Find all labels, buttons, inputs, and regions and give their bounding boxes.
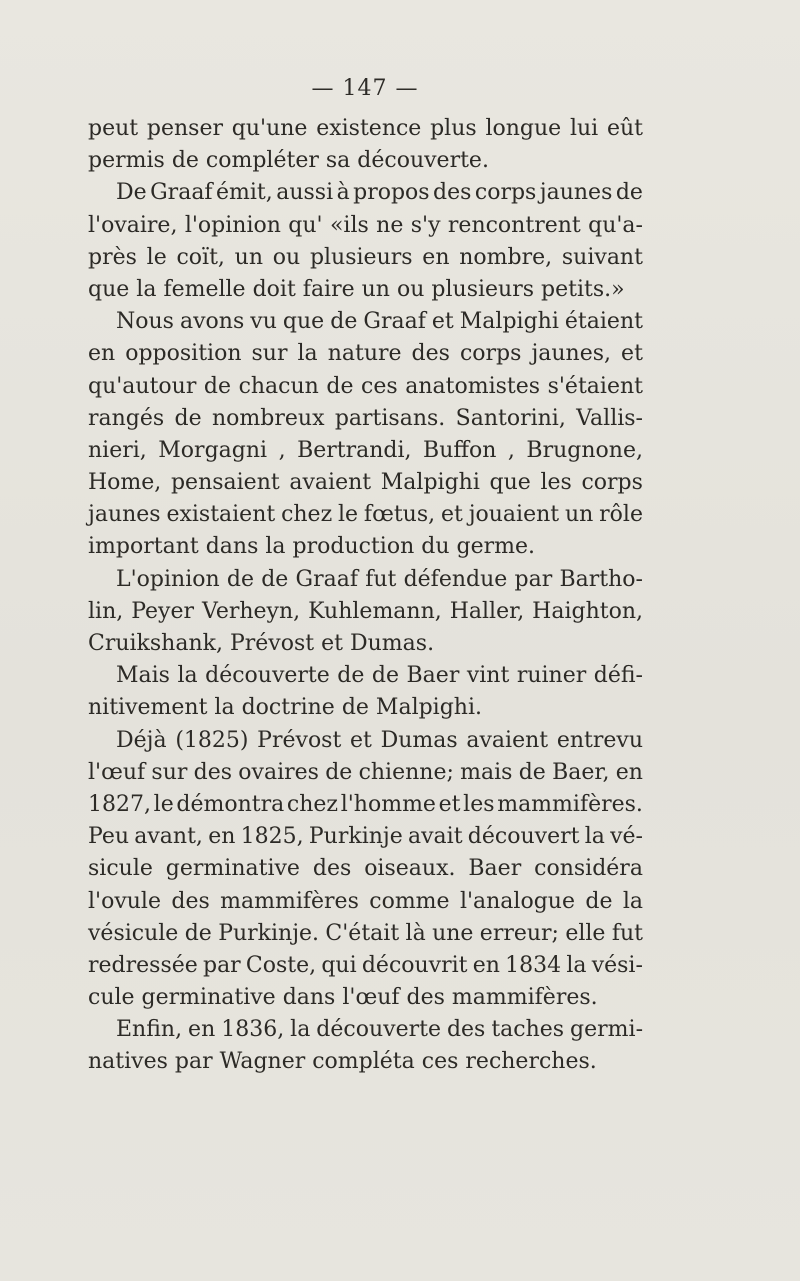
- word: Cruikshank,: [88, 631, 223, 656]
- word: Enfin,: [116, 1017, 183, 1043]
- word: femelle: [163, 276, 246, 302]
- word: aussi: [276, 180, 334, 206]
- text-line: [88, 1046, 643, 1078]
- word: plusieurs: [431, 276, 535, 302]
- word: de: [226, 566, 254, 592]
- word: lui: [569, 116, 599, 141]
- word: Prévost: [257, 727, 342, 753]
- word: opposition: [125, 341, 242, 367]
- word: 1834: [505, 952, 562, 978]
- word: important: [88, 534, 199, 560]
- word: fut: [611, 920, 643, 946]
- word: là: [405, 920, 426, 946]
- word: et: [350, 727, 372, 753]
- word: ces: [361, 373, 398, 399]
- word: Kuhlemann,: [308, 598, 442, 624]
- word: démontra: [176, 791, 285, 817]
- word: émit,: [216, 180, 273, 206]
- word: la: [290, 1017, 311, 1043]
- text-line: [88, 725, 643, 757]
- text-line: [88, 242, 643, 274]
- word: germinative: [165, 856, 300, 882]
- word: découvert: [467, 824, 580, 850]
- word: et: [621, 341, 643, 367]
- page-number: — 147 —: [311, 76, 419, 101]
- word: ne: [376, 212, 404, 238]
- word: les: [540, 470, 572, 496]
- word: ou: [272, 244, 301, 270]
- word: de: [615, 180, 643, 206]
- word: Haller,: [449, 598, 525, 624]
- word: et: [321, 631, 343, 656]
- text-line: [88, 596, 643, 628]
- word: comme: [369, 888, 450, 914]
- text-line: [88, 757, 643, 789]
- word: Purkinje.: [218, 920, 320, 946]
- word: existence: [316, 116, 422, 141]
- word: 1827,: [88, 791, 151, 817]
- word: que: [88, 276, 130, 302]
- word: nieri,: [88, 437, 147, 463]
- word: Nous: [116, 309, 174, 335]
- word: vési-: [591, 952, 643, 978]
- word: vésicule: [88, 920, 179, 946]
- text-line: [88, 177, 643, 209]
- word: jaunes: [88, 502, 161, 528]
- word: Baer: [468, 856, 522, 882]
- word: L'opinion: [116, 566, 220, 592]
- word: Home,: [88, 470, 162, 496]
- word: chez: [281, 502, 333, 528]
- word: un: [361, 276, 390, 302]
- word: Bartho-: [559, 566, 643, 592]
- word: mammifères: [220, 888, 359, 914]
- word: chacun: [238, 373, 319, 399]
- word: qu'une: [231, 116, 308, 141]
- word: plusieurs: [309, 244, 413, 270]
- word: doctrine: [241, 695, 335, 721]
- word: erreur;: [479, 920, 559, 946]
- word: eût: [606, 116, 643, 141]
- word: des: [433, 180, 472, 206]
- word: du: [421, 534, 450, 560]
- word: découvrit: [361, 952, 468, 978]
- word: pensaient: [170, 470, 280, 496]
- word: cule: [88, 985, 135, 1011]
- text-line: [88, 435, 643, 467]
- word: dans: [282, 985, 336, 1011]
- word: partisans.: [334, 405, 446, 431]
- word: considéra: [534, 856, 643, 882]
- word: la: [136, 276, 157, 302]
- text-line: [88, 886, 643, 918]
- word: la: [214, 695, 235, 721]
- word: propos: [353, 180, 430, 206]
- word: et: [440, 502, 463, 528]
- word: Wagner: [219, 1049, 306, 1075]
- word: «ils: [329, 212, 369, 238]
- word: avaient: [289, 470, 372, 496]
- word: redressée: [88, 952, 198, 978]
- word: de: [325, 759, 353, 785]
- word: recherches.: [465, 1049, 597, 1075]
- word: de: [174, 405, 202, 431]
- word: Bertrandi,: [297, 437, 412, 463]
- word: une: [432, 920, 474, 946]
- text-line: [88, 628, 643, 660]
- word: par: [202, 952, 241, 978]
- word: lin,: [88, 598, 124, 624]
- word: corps: [459, 341, 522, 367]
- word: de: [518, 759, 546, 785]
- word: rôle: [599, 502, 643, 528]
- word: des: [406, 985, 445, 1011]
- word: de: [184, 920, 212, 946]
- word: avait: [408, 824, 463, 850]
- word: près: [88, 244, 137, 270]
- word: nitivement: [88, 695, 208, 721]
- word: sur: [151, 759, 188, 785]
- word: sur: [251, 341, 288, 367]
- word: faire: [302, 276, 355, 302]
- word: nombre,: [459, 244, 553, 270]
- word: Prévost: [229, 631, 315, 656]
- word: compléta: [312, 1049, 415, 1075]
- word: Déjà: [116, 727, 167, 753]
- word: un: [234, 244, 264, 270]
- word: germe.: [456, 534, 536, 560]
- word: la: [622, 888, 643, 914]
- word: entrevu: [556, 727, 643, 753]
- word: nature: [327, 341, 402, 367]
- word: étaient: [564, 309, 643, 335]
- word: l'ovule: [88, 888, 161, 914]
- word: ces: [421, 1049, 459, 1075]
- word: ruiner: [516, 663, 587, 689]
- word: qu': [288, 212, 323, 238]
- word: en: [188, 1017, 216, 1043]
- word: petits.»: [541, 276, 625, 302]
- text-line: [88, 821, 643, 853]
- word: découverte: [205, 663, 330, 689]
- word: par: [514, 566, 553, 592]
- text-line: [88, 403, 643, 435]
- word: rangés: [88, 405, 165, 431]
- word: les: [463, 791, 495, 817]
- word: par: [174, 1049, 213, 1075]
- word: Dumas: [380, 727, 458, 753]
- text-line: [88, 950, 643, 982]
- word: mammifères.: [497, 791, 643, 817]
- word: défendue: [403, 566, 508, 592]
- word: anatomistes: [405, 373, 541, 399]
- word: mais: [460, 759, 513, 785]
- word: la: [584, 824, 605, 850]
- word: un: [564, 502, 594, 528]
- word: C'était: [325, 920, 400, 946]
- word: permis: [88, 148, 165, 174]
- word: de: [203, 373, 232, 399]
- word: vu: [250, 309, 277, 335]
- word: Santorini,: [455, 405, 566, 431]
- text-line: [88, 982, 643, 1014]
- text-line: [88, 371, 643, 403]
- word: découverte: [316, 1017, 441, 1043]
- word: de: [371, 663, 400, 689]
- word: jaunes,: [531, 341, 612, 367]
- word: sicule: [88, 856, 153, 882]
- word: avons: [180, 309, 245, 335]
- word: que: [489, 470, 531, 496]
- word: 1836,: [221, 1017, 285, 1043]
- word: vé-: [610, 824, 643, 850]
- word: l'ovaire,: [88, 212, 178, 238]
- word: de: [326, 373, 354, 399]
- text-line: [88, 660, 643, 692]
- text-line: [88, 692, 643, 724]
- word: germi-: [570, 1017, 643, 1043]
- word: l'œuf: [88, 759, 146, 785]
- word: qu'a-: [588, 212, 643, 238]
- word: Malpighi.: [375, 695, 483, 721]
- word: s'y: [410, 212, 441, 238]
- text-line: [88, 499, 643, 531]
- word: mammifères.: [451, 985, 598, 1011]
- word: des: [171, 888, 210, 914]
- word: oiseaux.: [364, 856, 456, 882]
- word: dans: [205, 534, 259, 560]
- word: en: [615, 759, 643, 785]
- word: Dumas.: [350, 631, 435, 656]
- word: en: [422, 244, 450, 270]
- word: compléter: [205, 148, 319, 174]
- word: peut: [88, 116, 139, 141]
- word: l'homme: [340, 791, 436, 817]
- word: Baer: [406, 663, 460, 689]
- word: Morgagni: [158, 437, 268, 463]
- word: Haighton,: [532, 598, 643, 624]
- word: le: [338, 502, 359, 528]
- word: 1825,: [240, 824, 304, 850]
- text-line: [88, 853, 643, 885]
- word: des: [312, 856, 352, 882]
- word: natives: [88, 1049, 168, 1075]
- word: de: [585, 888, 613, 914]
- word: en: [88, 341, 116, 367]
- word: coït,: [176, 244, 225, 270]
- text-line: [88, 789, 643, 821]
- word: existaient: [166, 502, 276, 528]
- word: la: [177, 663, 198, 689]
- word: l'opinion: [184, 212, 281, 238]
- word: découverte.: [357, 148, 489, 174]
- word: ,: [507, 437, 515, 463]
- word: à: [336, 180, 350, 206]
- word: s'étaient: [547, 373, 643, 399]
- word: sa: [325, 148, 351, 174]
- text-line: [88, 210, 643, 242]
- word: avant,: [134, 824, 203, 850]
- word: des: [446, 1017, 486, 1043]
- word: suivant: [561, 244, 643, 270]
- word: que: [282, 309, 325, 335]
- word: le: [153, 791, 174, 817]
- word: jouaient: [468, 502, 560, 528]
- word: et: [438, 791, 461, 817]
- word: de: [341, 695, 369, 721]
- word: ou: [396, 276, 425, 302]
- text-line: [88, 467, 643, 499]
- word: elle: [565, 920, 606, 946]
- word: Vallis-: [576, 405, 643, 431]
- word: de: [330, 309, 358, 335]
- word: avaient: [466, 727, 549, 753]
- word: corps: [581, 470, 643, 496]
- word: longue: [485, 116, 562, 141]
- word: Coste,: [245, 952, 317, 978]
- word: Graaf: [295, 566, 358, 592]
- word: rencontrent: [447, 212, 581, 238]
- word: plus: [430, 116, 477, 141]
- text-line: [88, 145, 643, 177]
- word: chienne;: [358, 759, 454, 785]
- word: la: [297, 341, 318, 367]
- word: Purkinje: [308, 824, 403, 850]
- word: Graaf: [150, 180, 213, 206]
- word: Peu: [88, 824, 130, 850]
- word: qu'autour: [88, 373, 197, 399]
- word: fut: [365, 566, 397, 592]
- word: ovaires: [238, 759, 319, 785]
- word: vint: [466, 663, 510, 689]
- word: nombreux: [212, 405, 325, 431]
- word: défi-: [593, 663, 643, 689]
- word: (1825): [175, 727, 249, 753]
- word: Malpighi: [380, 470, 480, 496]
- word: production: [292, 534, 415, 560]
- word: jaunes: [539, 180, 613, 206]
- word: fœtus,: [363, 502, 436, 528]
- body-text: [88, 113, 643, 1079]
- word: Peyer: [131, 598, 194, 624]
- word: penser: [146, 116, 223, 141]
- word: de: [261, 566, 289, 592]
- text-line: [88, 274, 643, 306]
- text-line: [88, 1014, 643, 1046]
- word: ,: [278, 437, 286, 463]
- text-line: [88, 531, 643, 563]
- text-line: [88, 564, 643, 596]
- text-line: [88, 338, 643, 370]
- word: Buffon: [423, 437, 497, 463]
- word: Malpighi: [459, 309, 559, 335]
- word: l'œuf: [342, 985, 400, 1011]
- word: Verheyn,: [201, 598, 301, 624]
- word: Baer,: [552, 759, 610, 785]
- word: chez: [286, 791, 339, 817]
- text-line: [88, 918, 643, 950]
- word: en: [208, 824, 236, 850]
- word: des: [193, 759, 233, 785]
- word: Graaf: [363, 309, 426, 335]
- word: la: [566, 952, 587, 978]
- word: la: [265, 534, 286, 560]
- word: Brugnone,: [526, 437, 643, 463]
- word: corps: [474, 180, 537, 206]
- word: des: [411, 341, 450, 367]
- word: de: [171, 148, 199, 174]
- word: et: [431, 309, 454, 335]
- word: germinative: [141, 985, 276, 1011]
- word: l'analogue: [459, 888, 575, 914]
- word: le: [146, 244, 167, 270]
- word: en: [472, 952, 500, 978]
- word: Mais: [116, 663, 170, 689]
- text-line: [88, 306, 643, 338]
- word: qui: [321, 952, 357, 978]
- word: taches: [491, 1017, 565, 1043]
- text-line: [88, 113, 643, 145]
- word: de: [337, 663, 365, 689]
- word: De: [116, 180, 147, 206]
- word: doit: [252, 276, 296, 302]
